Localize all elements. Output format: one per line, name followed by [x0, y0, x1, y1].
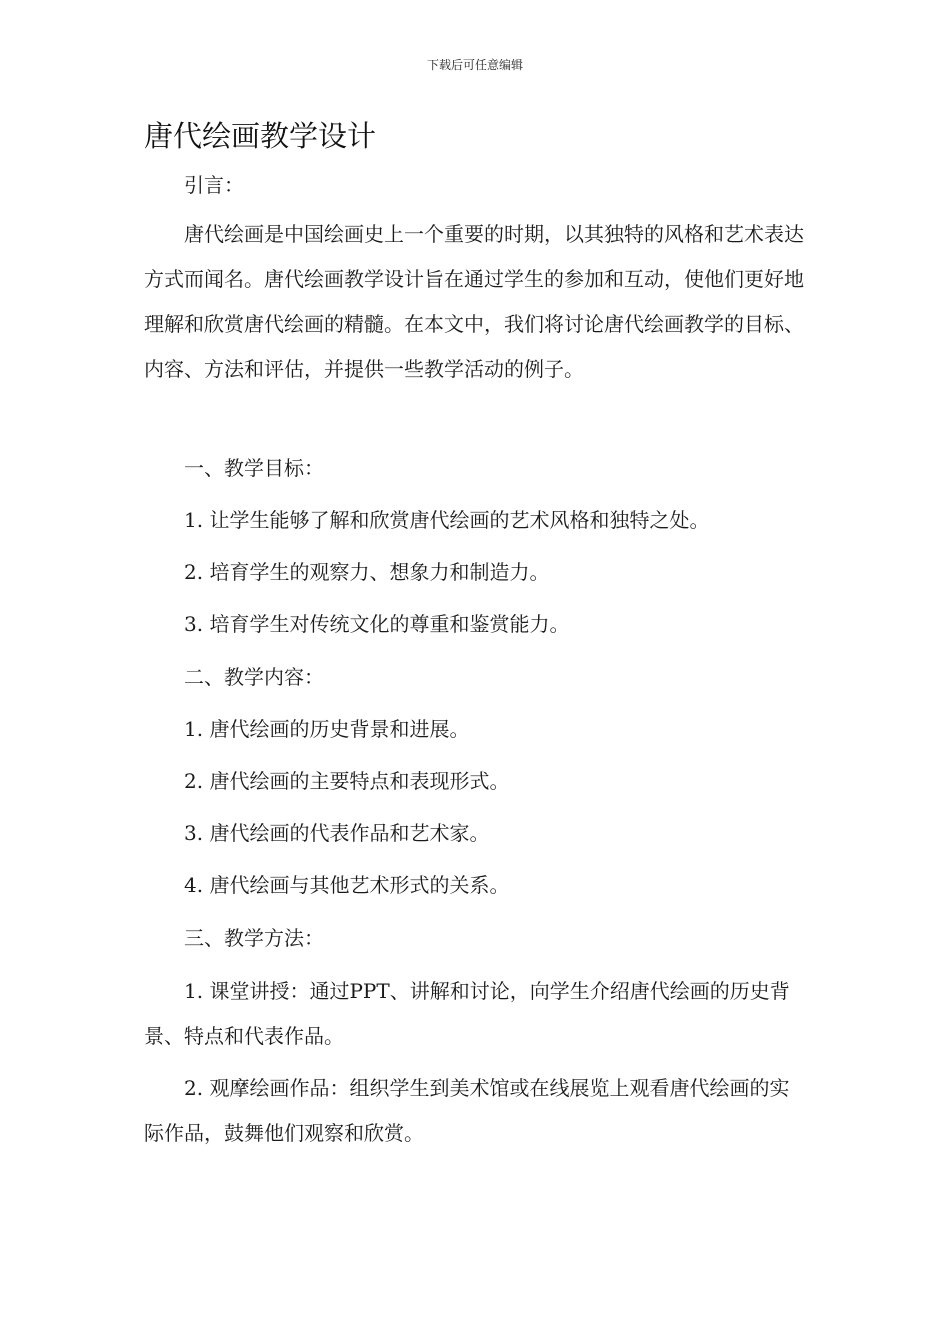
document-title: 唐代绘画教学设计	[144, 119, 377, 153]
method-item: 2. 观摩绘画作品：组织学生到美术馆或在线展览上观看唐代绘画的实际作品，鼓舞他们观察和欣赏。	[144, 1076, 790, 1145]
section-heading-methods: 三、教学方法：	[184, 926, 324, 950]
method-item: 1. 课堂讲授：通过PPT、讲解和讨论，向学生介绍唐代绘画的历史背景、特点和代表作品。	[144, 979, 790, 1048]
content-item: 3. 唐代绘画的代表作品和艺术家。	[184, 821, 490, 845]
section-heading-objectives: 一、教学目标：	[184, 456, 324, 480]
content-item: 2. 唐代绘画的主要特点和表现形式。	[184, 769, 510, 793]
objective-item: 3. 培育学生对传统文化的尊重和鉴赏能力。	[184, 612, 570, 636]
content-item: 1. 唐代绘画的历史背景和进展。	[184, 717, 470, 741]
objective-item: 2. 培育学生的观察力、想象力和制造力。	[184, 560, 550, 584]
content-item: 4. 唐代绘画与其他艺术形式的关系。	[184, 873, 510, 897]
intro-label: 引言：	[184, 173, 244, 197]
section-heading-content: 二、教学内容：	[184, 665, 324, 689]
header-note: 下载后可任意编辑	[426, 58, 523, 72]
objective-item: 1. 让学生能够了解和欣赏唐代绘画的艺术风格和独特之处。	[184, 508, 710, 532]
intro-paragraph: 唐代绘画是中国绘画史上一个重要的时期，以其独特的风格和艺术表达方式而闻名。唐代绘画教学设计旨在通过学生的参加和互动，使他们更好地理解和欣赏唐代绘画的精髓。在本文中，我们将讨论唐代绘画教学的目标、内容、方法和评估，并提供一些教学活动的例子。	[144, 222, 804, 381]
